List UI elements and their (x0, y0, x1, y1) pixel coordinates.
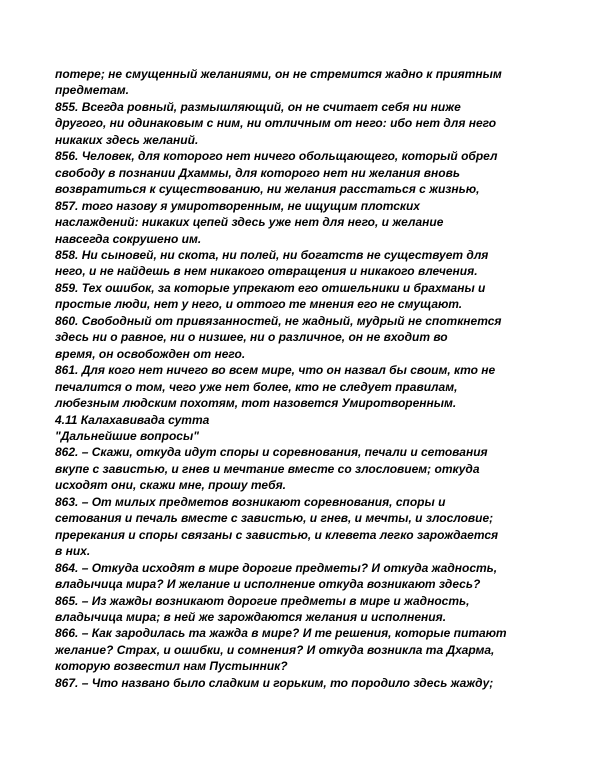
text-line: 867. – Что названо было сладким и горьким, то породило здесь жажду; (55, 675, 494, 690)
section-subtitle: "Дальнейшие вопросы" (55, 428, 199, 443)
text-line: 858. Ни сыновей, ни скота, ни полей, ни богатств не существует для (55, 247, 489, 262)
text-line: 863. – От милых предметов возникают соревнования, споры и (55, 494, 446, 509)
text-line: возвратиться к существованию, ни желания расстаться с жизнью, (55, 182, 480, 197)
text-line: время, он освобожден от него. (55, 346, 246, 361)
text-line: свободу в познании Дхаммы, для которого нет ни желания вновь (55, 165, 460, 180)
text-line: 859. Тех ошибок, за которые упрекают его отшельники и брахманы и (55, 280, 486, 295)
text-line: которую возвестил нам Пустынник? (55, 659, 288, 674)
text-line: навсегда сокрушено им. (55, 231, 202, 246)
text-line: любезным людским похотям, тот назовется Умиротворенным. (55, 396, 457, 411)
document-page (55, 66, 545, 691)
text-line: предметам. (55, 83, 130, 98)
text-line: сетования и печаль вместе с завистью, и гнев, и мечты, и злословие; (55, 511, 494, 526)
text-line: владычица мира? И желание и исполнение откуда возникают здесь? (55, 577, 481, 592)
text-line: потере; не смущенный желаниями, он не стремится жадно к приятным (55, 67, 502, 81)
text-line: печалится о том, чего уже нет более, кто не следует правилам, (55, 379, 458, 394)
text-line: другого, ни одинаковым с ним, ни отличным от него: ибо нет для него (55, 116, 497, 131)
section-heading: 4.11 Калахавивада сутта (55, 412, 210, 427)
text-line: 861. Для кого нет ничего во всем мире, что он назвал бы своим, кто не (55, 363, 496, 378)
text-line: наслаждений: никаких цепей здесь уже нет для него, и желание (55, 215, 444, 230)
text-line: 860. Свободный от привязанностей, не жадный, мудрый не споткнется (55, 313, 502, 328)
text-line: 866. – Как зародилась та жажда в мире? И те решения, которые питают (55, 626, 507, 641)
text-line: 865. – Из жажды возникают дорогие предметы в мире и жадность, (55, 593, 470, 608)
text-line: исходят они, скажи мне, прошу тебя. (55, 478, 286, 493)
text-line: 862. – Скажи, откуда идут споры и соревнования, печали и сетования (55, 445, 488, 460)
text-line: здесь ни о равное, ни о низшее, ни о различное, он не входит во (55, 330, 448, 345)
text-line: 855. Всегда ровный, размышляющий, он не считает себя ни ниже (55, 99, 461, 114)
text-line: пререкания и споры связаны с завистью, и клевета легко зарождается (55, 527, 499, 542)
text-line: в них. (55, 544, 91, 559)
text-line: никаких здесь желаний. (55, 132, 199, 147)
text-line: 856. Человек, для которого нет ничего обольщающего, который обрел (55, 149, 498, 164)
text-line: владычица мира; в ней же зарождаются желания и исполнения. (55, 609, 447, 624)
text-line: 864. – Откуда исходят в мире дорогие предметы? И откуда жадность, (55, 560, 498, 575)
text-line: простые люди, нет у него, и оттого те мнения его не смущают. (55, 297, 463, 312)
text-line: вкупе с завистью, и гнев и мечтание вместе со злословием; откуда (55, 461, 480, 476)
text-line: 857. того назову я умиротворенным, не ищущим плотских (55, 198, 420, 213)
text-line: него, и не найдешь в нем никакого отвращения и никакого влечения. (55, 264, 478, 279)
text-line: желание? Страх, и ошибки, и сомнения? И откуда возникла та Дхарма, (55, 642, 495, 657)
